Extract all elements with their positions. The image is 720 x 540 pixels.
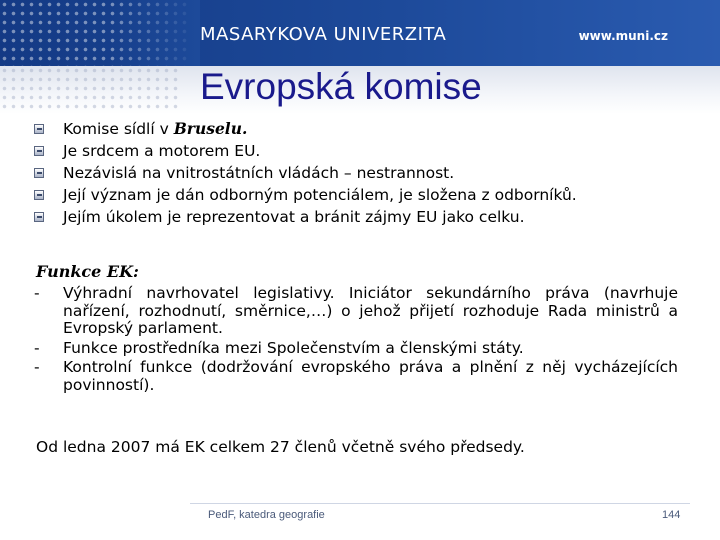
list-item: Její význam je dán odborným potenciálem, je složena z odborníků.: [34, 184, 577, 206]
bullet-icon: [34, 212, 44, 222]
slide-title: Evropská komise: [200, 66, 482, 107]
list-item: Nezávislá na vnitrostátních vládách – nestrannost.: [34, 162, 577, 184]
footer-divider: [190, 503, 690, 504]
list-item: Jejím úkolem je reprezentovat a bránit zájmy EU jako celku.: [34, 206, 577, 228]
functions-list: [34, 285, 678, 394]
closing-text: Od ledna 2007 má EK celkem 27 členů včetně svého předsedy.: [36, 438, 525, 456]
bullet-list: [34, 118, 577, 228]
footer-text: PedF, katedra geografie: [208, 509, 325, 521]
bullet-icon: [34, 190, 44, 200]
website-url: www.muni.cz: [578, 29, 668, 43]
list-item: - Výhradní navrhovatel legislativy. Iniciátor sekundárního práva (navrhuje nařízení, rozhodnutí, směrnice,…) o jehož přijetí rozhoduje Rada ministrů a Evropský parlament.: [34, 284, 678, 337]
dot-pattern-light: [0, 66, 180, 112]
header-bar: [0, 0, 720, 66]
bullet-icon: [34, 146, 44, 156]
page-number: 144: [662, 509, 681, 521]
list-item: Komise sídlí v Bruselu.: [34, 118, 577, 140]
bullet-icon: [34, 168, 44, 178]
university-name: MASARYKOVA UNIVERZITA: [200, 24, 447, 45]
list-item: - Kontrolní funkce (dodržování evropského práva a plnění z něj vycházejících povinností).: [34, 358, 678, 394]
dash-marker: -: [34, 358, 40, 376]
bullet-icon: [34, 124, 44, 134]
dash-marker: -: [34, 284, 40, 302]
list-item: Je srdcem a motorem EU.: [34, 140, 577, 162]
dash-marker: -: [34, 338, 40, 357]
list-item: - Funkce prostředníka mezi Společenstvím a členskými státy.: [34, 338, 524, 357]
functions-heading: Funkce EK:: [36, 262, 139, 281]
